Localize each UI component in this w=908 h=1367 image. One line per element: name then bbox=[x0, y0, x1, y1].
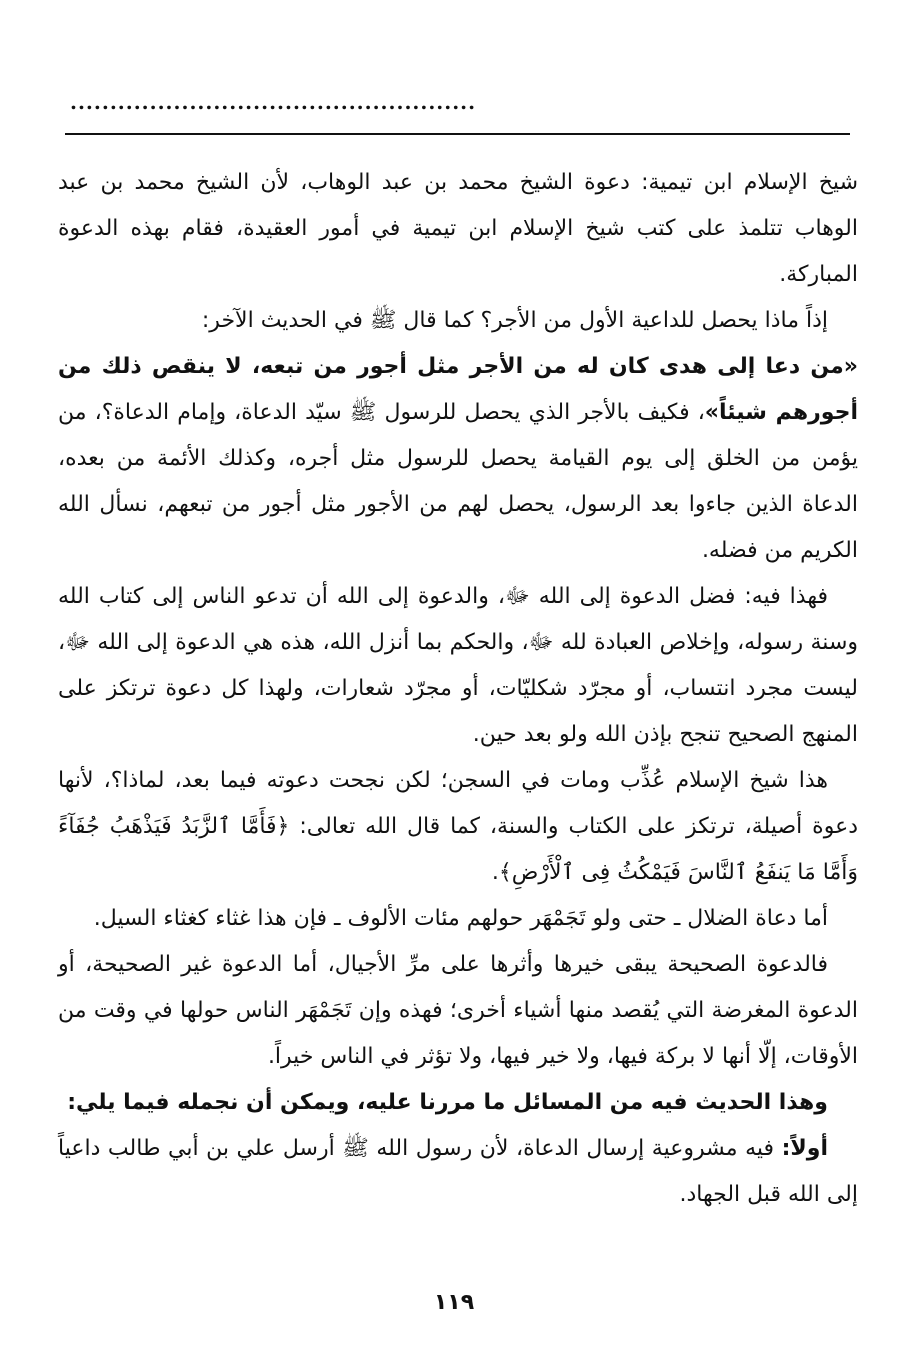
point-first bbox=[58, 1126, 858, 1218]
paragraph-6: أما دعاة الضلال ـ حتى ولو تَجَمْهَر حولهم مئات الألوف ـ فإن هذا غثاء كغثاء السيل. bbox=[93, 906, 828, 931]
page-number: ١١٩ bbox=[433, 1290, 475, 1315]
point-first-text: فيه مشروعية إرسال الدعاة، لأن رسول الله ﷺ أرسل علي بن أبي طالب داعياً إلى الله قبل الجهاد. bbox=[58, 1136, 858, 1207]
paragraph-2: إذاً ماذا يحصل للداعية الأول من الأجر؟ كما قال ﷺ في الحديث الآخر: bbox=[201, 308, 828, 333]
header-rule bbox=[65, 133, 850, 135]
header-dotted-line: ................................................... bbox=[70, 90, 477, 114]
paragraph-7: فالدعوة الصحيحة يبقى خيرها وأثرها على مرِّ الأجيال، أما الدعوة غير الصحيحة، أو الدعوة المغرضة التي يُقصد منها أشياء أخرى؛ فهذه وإن تَجَمْهَر الناس حولها في وقت من الأوقات، إلّا أنها لا بركة فيها، ولا خير فيها، ولا تؤثر في الناس خيراً. bbox=[58, 952, 858, 1069]
section-intro: وهذا الحديث فيه من المسائل ما مررنا عليه، ويمكن أن نجمله فيما يلي: bbox=[67, 1090, 828, 1115]
paragraph-3 bbox=[58, 344, 858, 574]
paragraph-1: شيخ الإسلام ابن تيمية: دعوة الشيخ محمد بن عبد الوهاب، لأن الشيخ محمد بن عبد الوهاب تتلمذ على كتب شيخ الإسلام ابن تيمية في أمور العقيدة، فقام بهذه الدعوة المباركة. bbox=[58, 170, 858, 287]
paragraph-4: فهذا فيه: فضل الدعوة إلى الله ﷻ، والدعوة إلى الله أن تدعو الناس إلى كتاب الله وسنة رسوله، وإخلاص العبادة لله ﷻ، والحكم بما أنزل الله، هذه هي الدعوة إلى الله ﷻ، ليست مجرد انتساب، أو مجرّد شكليّات، أو مجرّد شعارات، ولهذا كل دعوة ترتكز على المنهج الصحيح تنجح بإذن الله ولو بعد حين. bbox=[58, 584, 858, 747]
hadith-commentary: ، فكيف بالأجر الذي يحصل للرسول ﷺ سيّد الدعاة، وإمام الدعاة؟، من يؤمن من الخلق إلى يوم القيامة يحصل للرسول مثل أجره، وكذلك الأئمة من بعده، الدعاة الذين جاءوا بعد الرسول، يحصل لهم من الأجور مثل أجور من تبعهم، نسأل الله الكريم من فضله. bbox=[58, 400, 858, 563]
point-first-label: أولاً: bbox=[781, 1136, 828, 1161]
paragraph-5: هذا شيخ الإسلام عُذِّب ومات في السجن؛ لكن نجحت دعوته فيما بعد، لماذا؟، لأنها دعوة أصيلة، ترتكز على الكتاب والسنة، كما قال الله تعالى: ﴿فَأَمَّا ٱلزَّبَدُ فَيَذْهَبُ جُفَآءً وَأَمَّا مَا يَنفَعُ ٱلنَّاسَ فَيَمْكُثُ فِى ٱلْأَرْضِ﴾. bbox=[58, 768, 858, 885]
hadith-quote: «من دعا إلى هدى كان له من الأجر مثل أجور من تبعه، لا ينقص ذلك من أجورهم شيئاً» bbox=[58, 354, 858, 425]
page-body bbox=[58, 160, 858, 1218]
